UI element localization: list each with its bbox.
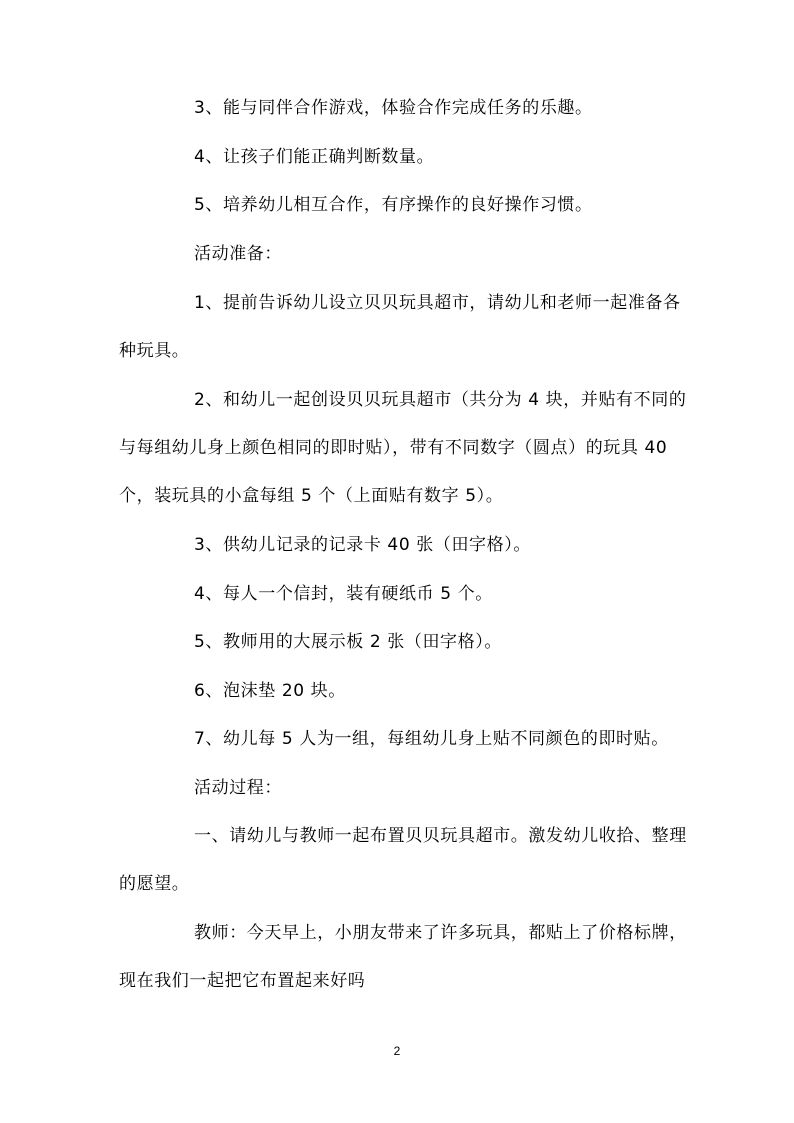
paragraph-prep-7: 7、幼儿每 5 人为一组，每组幼儿身上贴不同颜色的即时贴。: [194, 729, 669, 749]
paragraph-prep-2: 2、和幼儿一起创设贝贝玩具超市（共分为 4 块，并贴有不同的与每组幼儿身上颜色相同的即时贴），带有不同数字（圆点）的玩具 40个，装玩具的小盒每组 5 个（上面贴有数字 5）。: [119, 390, 687, 506]
paragraph-prep-5: 5、教师用的大展示板 2 张（田字格）。: [194, 632, 502, 652]
paragraph-prep-4: 4、每人一个信封，装有硬纸币 5 个。: [194, 584, 493, 604]
paragraph-goal-5: 5、培养幼儿相互合作，有序操作的良好操作习惯。: [194, 195, 593, 215]
section-heading-process: 活动过程：: [194, 778, 282, 798]
paragraph-process-1: 一、请幼儿与教师一起布置贝贝玩具超市。激发幼儿收拾、整理的愿望。: [119, 826, 687, 894]
paragraph-goal-3: 3、能与同伴合作游戏，体验合作完成任务的乐趣。: [194, 98, 593, 118]
page-number: 2: [393, 1044, 401, 1058]
paragraph-prep-6: 6、泡沫垫 20 块。: [194, 681, 346, 701]
paragraph-goal-4: 4、让孩子们能正确判断数量。: [194, 147, 435, 167]
paragraph-prep-3: 3、供幼儿记录的记录卡 40 张（田字格）。: [194, 535, 531, 555]
paragraph-teacher-dialogue: 教师：今天早上，小朋友带来了许多玩具，都贴上了价格标牌，现在我们一起把它布置起来好吗: [119, 923, 687, 991]
paragraph-prep-1: 1、提前告诉幼儿设立贝贝玩具超市，请幼儿和老师一起准备各种玩具。: [119, 293, 681, 361]
section-heading-preparation: 活动准备：: [194, 244, 282, 264]
